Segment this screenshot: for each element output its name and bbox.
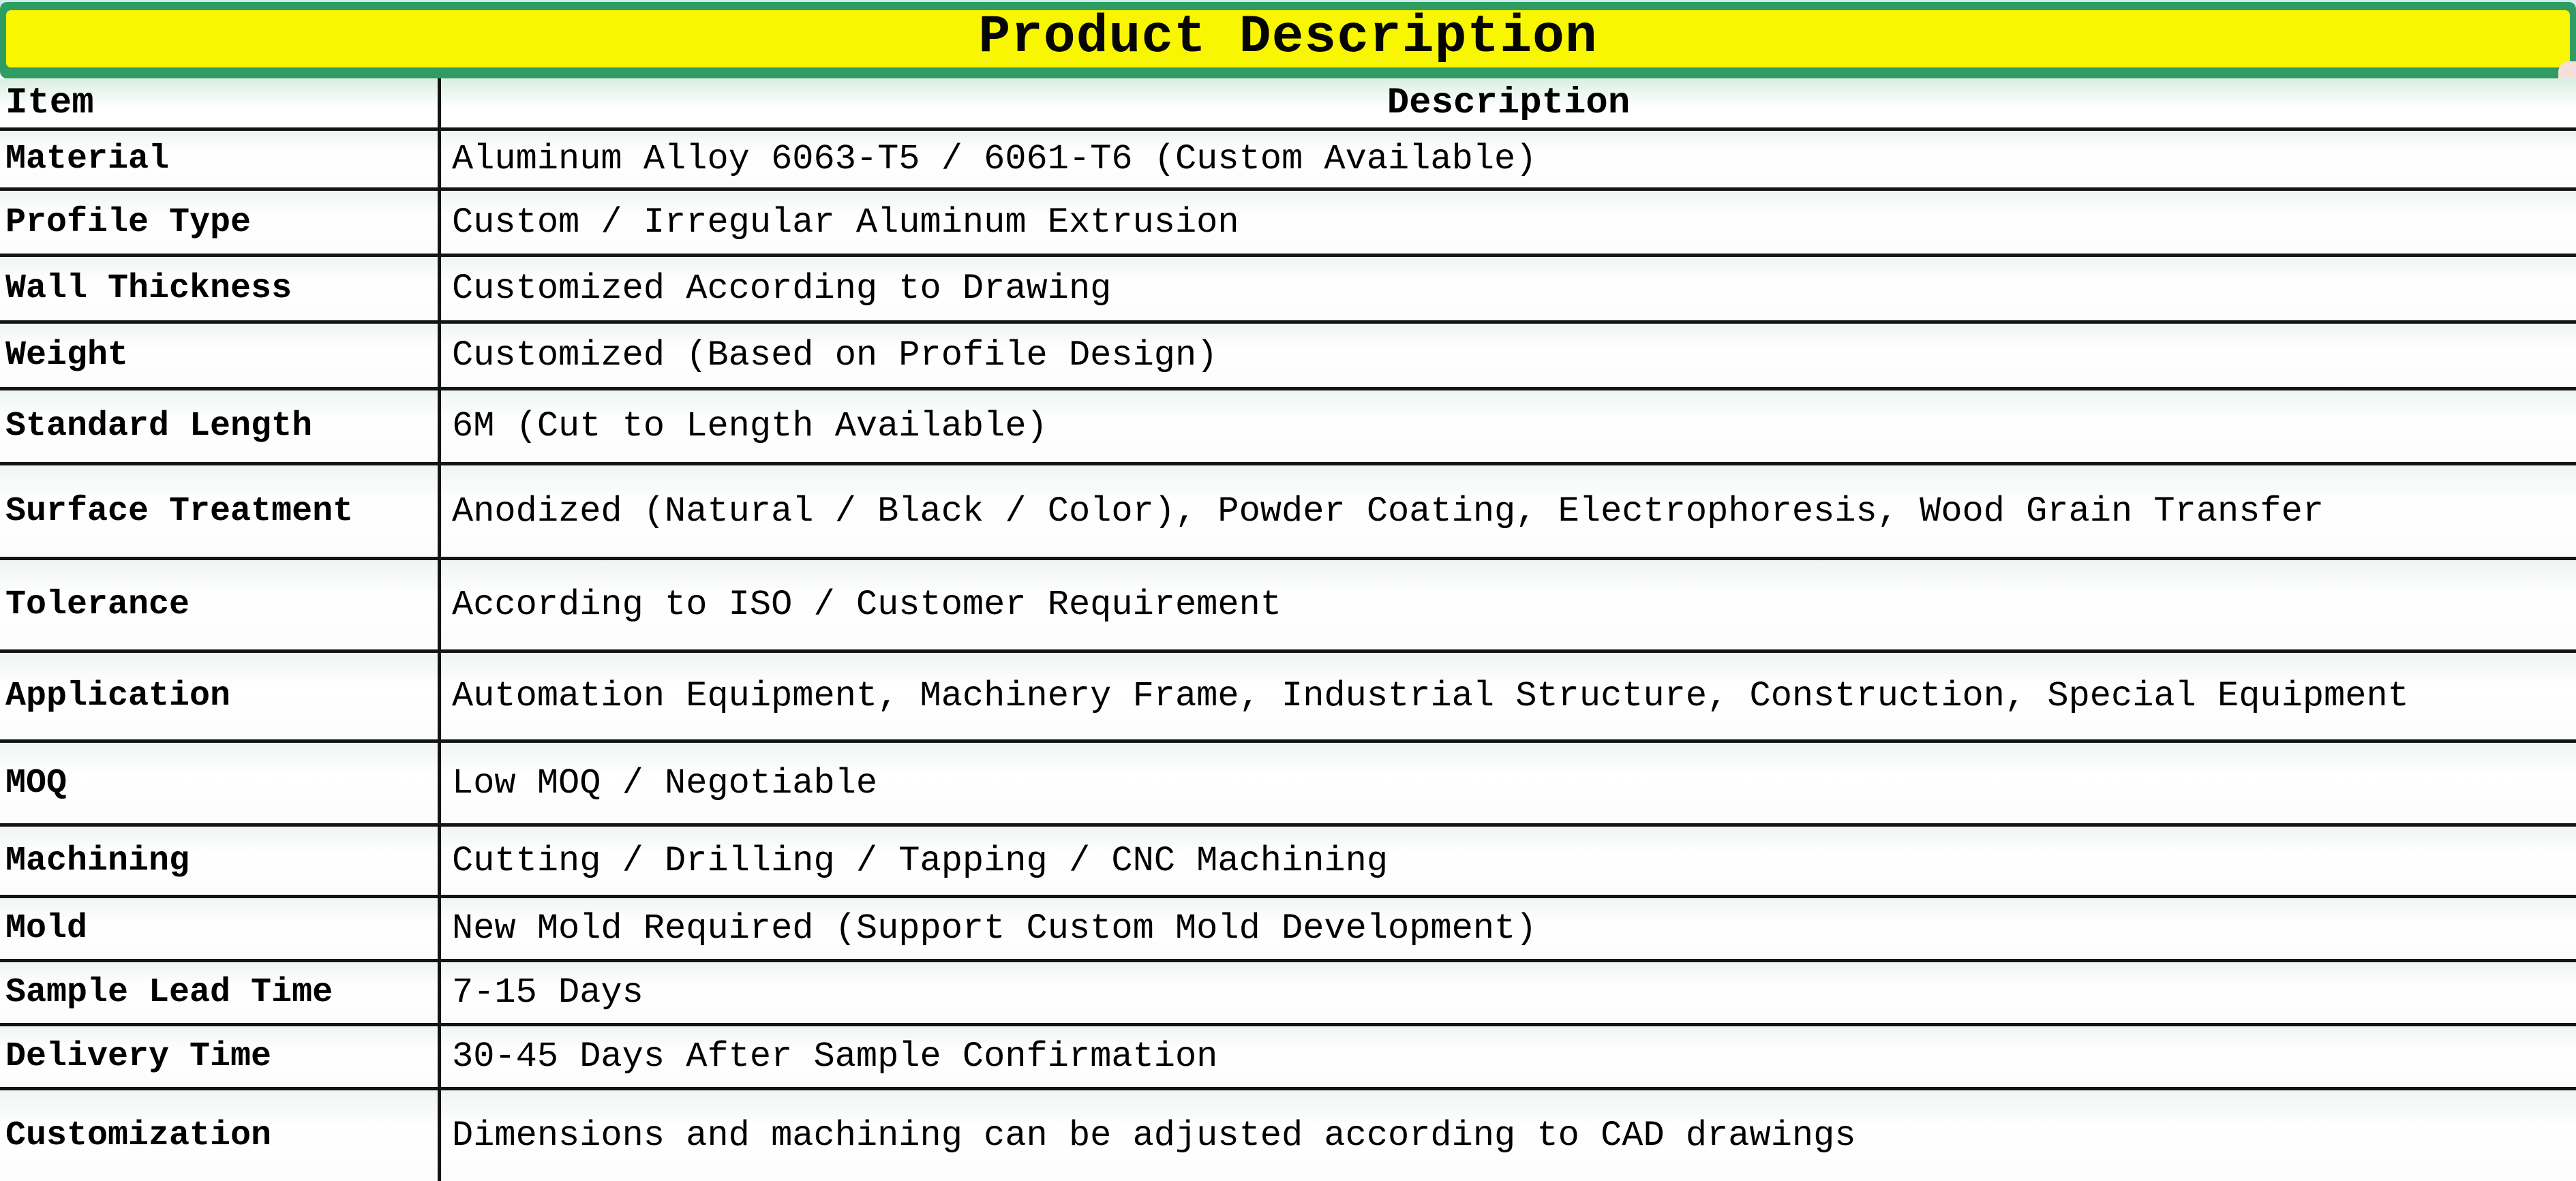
description-cell: Aluminum Alloy 6063-T5 / 6061-T6 (Custom Available) [452,139,1537,179]
table-row [0,653,2576,743]
item-cell: Mold [0,898,441,959]
item-cell: MOQ [0,743,441,823]
description-header-cell: Description [1387,82,1631,124]
table-row [0,131,2576,191]
description-cell: 6M (Cut to Length Available) [452,406,1048,446]
description-cell: Low MOQ / Negotiable [452,763,878,803]
item-cell: Material [0,131,441,187]
item-cell: Surface Treatment [0,465,441,557]
description-cell: 7-15 Days [452,972,643,1013]
description-cell: Customized According to Drawing [452,269,1112,309]
item-cell: Customization [0,1090,441,1181]
description-cell: Dimensions and machining can be adjusted according to CAD drawings [452,1116,1856,1156]
table-row [0,898,2576,962]
item-header-cell: Item [0,78,441,127]
description-cell: According to ISO / Customer Requirement [452,585,1282,625]
banner-title: Product Description [978,7,1598,67]
item-cell: Profile Type [0,191,441,254]
table-row [0,962,2576,1026]
description-table [0,78,2576,1181]
description-cell: Customized (Based on Profile Design) [452,335,1218,375]
table-row [0,257,2576,324]
item-cell: Weight [0,324,441,387]
item-cell: Wall Thickness [0,257,441,320]
item-cell: Application [0,653,441,739]
table-row [0,560,2576,653]
description-cell: Anodized (Natural / Black / Color), Powder Coating, Electrophoresis, Wood Grain Transfer [452,491,2324,532]
description-cell: 30-45 Days After Sample Confirmation [452,1037,1218,1077]
item-cell: Tolerance [0,560,441,649]
table-row [0,1090,2576,1181]
description-cell: Custom / Irregular Aluminum Extrusion [452,202,1239,243]
description-cell: New Mold Required (Support Custom Mold Development) [452,908,1537,949]
item-cell: Machining [0,827,441,895]
table-row [0,743,2576,827]
table-row [0,465,2576,560]
table-header-row [0,78,2576,131]
item-cell: Standard Length [0,390,441,462]
table-row [0,324,2576,390]
description-cell: Automation Equipment, Machinery Frame, Industrial Structure, Construction, Special Equipment [452,676,2409,716]
item-cell: Sample Lead Time [0,962,441,1023]
table-row [0,827,2576,898]
item-cell: Delivery Time [0,1026,441,1087]
product-description-banner [0,2,2576,78]
banner-inner [6,7,2570,67]
description-cell: Cutting / Drilling / Tapping / CNC Machining [452,840,1389,881]
table-row [0,191,2576,257]
table-row [0,390,2576,465]
table-row [0,1026,2576,1090]
